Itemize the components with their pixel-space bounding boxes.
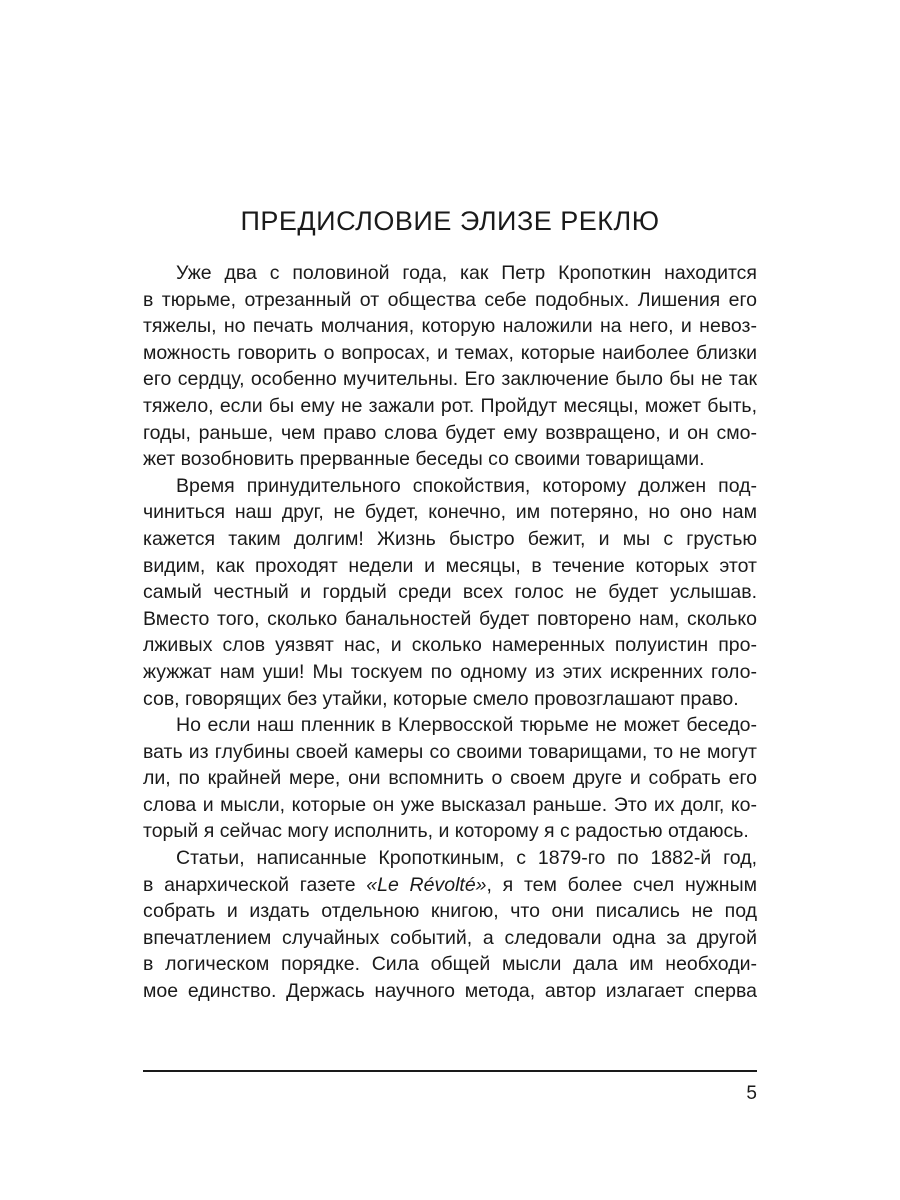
text-line: в логическом порядке. Сила общей мысли дала им необходи- bbox=[143, 953, 757, 976]
text-line: кажется таким долгим! Жизнь быстро бежит, и мы с грустью bbox=[143, 527, 757, 550]
text-line: Вместо того, сколько банальностей будет повторено нам, сколько bbox=[143, 607, 757, 630]
text-line: можность говорить о вопросах, и темах, которые наиболее близки bbox=[143, 341, 757, 364]
chapter-title: ПРЕДИСЛОВИЕ ЭЛИЗЕ РЕКЛЮ bbox=[240, 206, 660, 236]
text-segment: , я тем более счел нужным bbox=[486, 873, 757, 896]
text-line: торый я сейчас могу исполнить, и которому я с радостью отдаюсь. bbox=[143, 820, 749, 843]
text-line: жет возобновить прерванные беседы со своими товарищами. bbox=[143, 448, 705, 471]
text-line: лживых слов уязвят нас, и сколько намеренных полуистин про- bbox=[143, 634, 757, 657]
text-line: годы, раньше, чем право слова будет ему возвращено, и он смо- bbox=[143, 421, 757, 444]
text-line: впечатлением случайных событий, а следовали одна за другой bbox=[143, 926, 757, 949]
text-line: ли, по крайней мере, они вспомнить о своем друге и собрать его bbox=[143, 767, 757, 790]
text-line: Но если наш пленник в Клервосской тюрьме не может беседо- bbox=[176, 714, 757, 737]
text-line: самый честный и гордый среди всех голос не будет услышав. bbox=[143, 581, 757, 604]
text-line: слова и мысли, которые он уже высказал раньше. Это их долг, ко- bbox=[143, 793, 757, 816]
text-line: его сердцу, особенно мучительны. Его заключение было бы не так bbox=[143, 368, 757, 391]
text-line: сов, говорящих без утайки, которые смело провозглашают право. bbox=[143, 687, 739, 710]
text-segment: в анархической газете bbox=[143, 873, 367, 896]
text-line: в тюрьме, отрезанный от общества себе подобных. Лишения его bbox=[143, 288, 757, 311]
text-line: тяжелы, но печать молчания, которую наложили на него, и невоз- bbox=[143, 315, 757, 338]
text-line: чиниться наш друг, не будет, конечно, им потеряно, но оно нам bbox=[143, 501, 757, 524]
newspaper-title: «Le Révolté» bbox=[366, 873, 487, 896]
footer-rule bbox=[143, 1070, 757, 1072]
text-line: видим, как проходят недели и месяцы, в течение которых этот bbox=[143, 554, 757, 577]
text-line: собрать и издать отдельною книгою, что они писались не под bbox=[143, 900, 757, 923]
text-line: Время принудительного спокойствия, которому должен под- bbox=[176, 474, 757, 497]
text-line: тяжело, если бы ему не зажали рот. Пройдут месяцы, может быть, bbox=[143, 394, 757, 417]
text-line-with-italic bbox=[143, 872, 757, 899]
page-number: 5 bbox=[746, 1083, 757, 1104]
text-line: вать из глубины своей камеры со своими товарищами, то не могут bbox=[143, 740, 757, 763]
text-line: Статьи, написанные Кропоткиным, с 1879-го по 1882-й год, bbox=[176, 847, 757, 870]
text-line: жужжат нам уши! Мы тоскуем по одному из этих искренних голо- bbox=[143, 660, 757, 683]
text-line: Уже два с половиной года, как Петр Кропоткин находится bbox=[176, 262, 757, 284]
body-text bbox=[143, 260, 757, 1005]
text-line: мое единство. Держась научного метода, автор излагает сперва bbox=[143, 980, 757, 1003]
